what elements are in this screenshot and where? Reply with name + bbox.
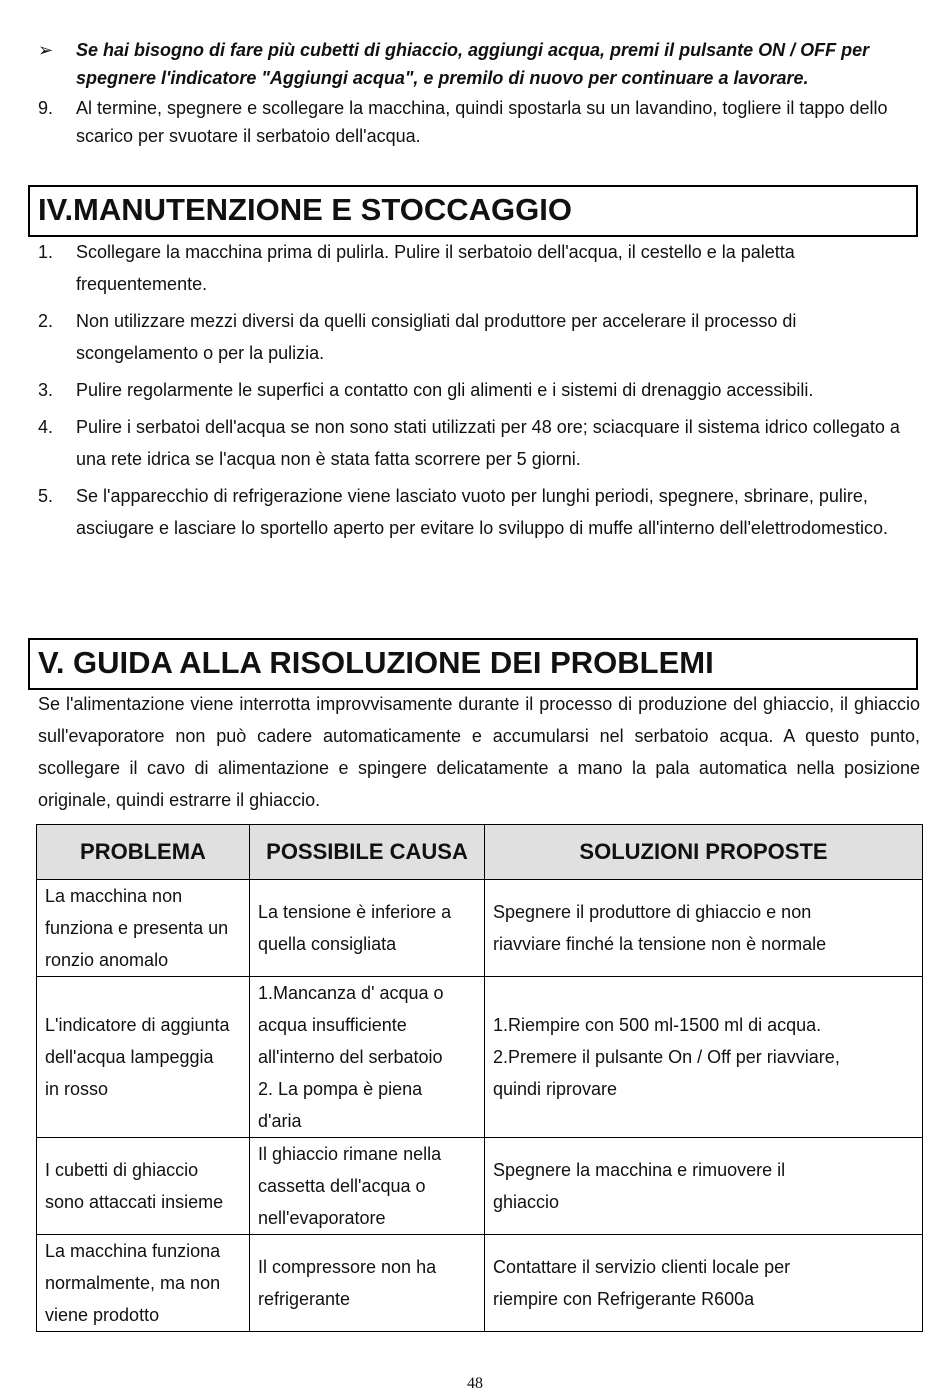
- cell-line: ghiaccio: [493, 1192, 560, 1212]
- cell-solution: [485, 1235, 923, 1332]
- cell-line: 2. La pompa è piena: [258, 1079, 423, 1099]
- list-item: [38, 305, 918, 369]
- cell-problem: [37, 977, 250, 1138]
- cell-line: Contattare il servizio clienti locale per: [493, 1257, 791, 1277]
- list-item-text: Pulire regolarmente le superfici a contatto con gli alimenti e i sistemi di drenaggio accessibili.: [76, 380, 814, 400]
- table-row: [37, 1138, 923, 1235]
- cell-solution: [485, 880, 923, 977]
- cell-cause: [250, 1235, 485, 1332]
- cell-solution: [485, 977, 923, 1138]
- cell-problem: [37, 1235, 250, 1332]
- cell-line: riavviare finché la tensione non è normale: [493, 934, 827, 954]
- header-solution: SOLUZIONI PROPOSTE: [485, 825, 923, 880]
- header-cause: POSSIBILE CAUSA: [250, 825, 485, 880]
- cell-line: acqua insufficiente: [258, 1015, 407, 1035]
- cell-line: nell'evaporatore: [258, 1208, 386, 1228]
- list-item-number: 1.: [38, 242, 54, 262]
- list-item-text: Se l'apparecchio di refrigerazione viene lasciato vuoto per lunghi periodi, spegnere, sbrinare, pulire, asciugare e lasciare lo sportello aperto per evitare lo sviluppo di muffe all'interno dell'elettrodomestico.: [76, 486, 888, 538]
- cell-line: 1.Riempire con 500 ml-1500 ml di acqua.: [493, 1015, 822, 1035]
- cell-line: La macchina non: [45, 886, 183, 906]
- cell-line: quindi riprovare: [493, 1079, 618, 1099]
- cell-line: dell'acqua lampeggia: [45, 1047, 214, 1067]
- section-title-troubleshooting: V. GUIDA ALLA RISOLUZIONE DEI PROBLEMI: [28, 638, 918, 690]
- top-block: [38, 36, 918, 150]
- list-item: [38, 480, 918, 544]
- cell-line: La macchina funziona: [45, 1241, 221, 1261]
- header-problem: PROBLEMA: [37, 825, 250, 880]
- list-item-number: 5.: [38, 486, 54, 506]
- cell-problem: [37, 880, 250, 977]
- list-item: [38, 411, 918, 475]
- cell-line: La tensione è inferiore a: [258, 902, 452, 922]
- maintenance-list: [38, 236, 918, 549]
- section-title-maintenance: IV.MANUTENZIONE E STOCCAGGIO: [28, 185, 918, 237]
- table-row: [37, 977, 923, 1138]
- cell-problem: [37, 1138, 250, 1235]
- cell-solution: [485, 1138, 923, 1235]
- list-item: [38, 236, 918, 300]
- cell-line: 1.Mancanza d' acqua o: [258, 983, 444, 1003]
- step-9: [38, 94, 918, 150]
- cell-line: Il ghiaccio rimane nella: [258, 1144, 442, 1164]
- cell-line: all'interno del serbatoio: [258, 1047, 443, 1067]
- cell-line: refrigerante: [258, 1289, 351, 1309]
- cell-line: I cubetti di ghiaccio: [45, 1160, 199, 1180]
- arrow-bullet-icon: ➢: [38, 40, 54, 60]
- cell-cause: [250, 977, 485, 1138]
- table-row: [37, 1235, 923, 1332]
- troubleshooting-intro: Se l'alimentazione viene interrotta improvvisamente durante il processo di produzione del ghiaccio, il ghiaccio sull'evaporatore non può cadere automaticamente e accumularsi nel serbatoio acqua. A questo punto, scollegare il cavo di alimentazione e spingere delicatamente a mano la pala automatica nella posizione originale, quindi estrarre il ghiaccio.: [38, 694, 920, 810]
- cell-line: 2.Premere il pulsante On / Off per riavviare,: [493, 1047, 840, 1067]
- page-number: 48: [467, 1375, 483, 1392]
- cell-line: cassetta dell'acqua o: [258, 1176, 426, 1196]
- list-item-number: 4.: [38, 417, 54, 437]
- cell-line: normalmente, ma non: [45, 1273, 221, 1293]
- cell-line: funziona e presenta un: [45, 918, 229, 938]
- list-item-text: Pulire i serbatoi dell'acqua se non sono stati utilizzati per 48 ore; sciacquare il sistema idrico collegato a una rete idrica se l'acqua non è stata fatta scorrere per 5 giorni.: [76, 417, 900, 469]
- step-text: Al termine, spegnere e scollegare la macchina, quindi spostarla su un lavandino, togliere il tappo dello scarico per svuotare il serbatoio dell'acqua.: [76, 98, 888, 146]
- cell-line: d'aria: [258, 1111, 302, 1131]
- table-row: [37, 880, 923, 977]
- cell-line: Spegnere la macchina e rimuovere il: [493, 1160, 786, 1180]
- list-item-number: 3.: [38, 380, 54, 400]
- cell-line: Spegnere il produttore di ghiaccio e non: [493, 902, 812, 922]
- cell-line: Il compressore non ha: [258, 1257, 437, 1277]
- list-item-text: Non utilizzare mezzi diversi da quelli consigliati dal produttore per accelerare il processo di scongelamento o per la pulizia.: [76, 311, 797, 363]
- cell-line: in rosso: [45, 1079, 109, 1099]
- list-item: [38, 374, 918, 406]
- cell-line: riempire con Refrigerante R600a: [493, 1289, 755, 1309]
- list-item-text: Scollegare la macchina prima di pulirla. Pulire il serbatoio dell'acqua, il cestello e la paletta frequentemente.: [76, 242, 795, 294]
- cell-line: ronzio anomalo: [45, 950, 169, 970]
- troubleshooting-table: [36, 824, 923, 1332]
- table-header-row: [37, 825, 923, 880]
- bullet-note-text: Se hai bisogno di fare più cubetti di ghiaccio, aggiungi acqua, premi il pulsante ON / OFF per spegnere l'indicatore "Aggiungi acqua", e premilo di nuovo per continuare a lavorare.: [76, 40, 870, 88]
- list-item-number: 2.: [38, 311, 54, 331]
- cell-cause: [250, 880, 485, 977]
- cell-line: quella consigliata: [258, 934, 397, 954]
- bullet-note: [38, 36, 918, 92]
- cell-line: L'indicatore di aggiunta: [45, 1015, 230, 1035]
- cell-line: viene prodotto: [45, 1305, 160, 1325]
- step-number: 9.: [38, 98, 54, 118]
- cell-line: sono attaccati insieme: [45, 1192, 224, 1212]
- cell-cause: [250, 1138, 485, 1235]
